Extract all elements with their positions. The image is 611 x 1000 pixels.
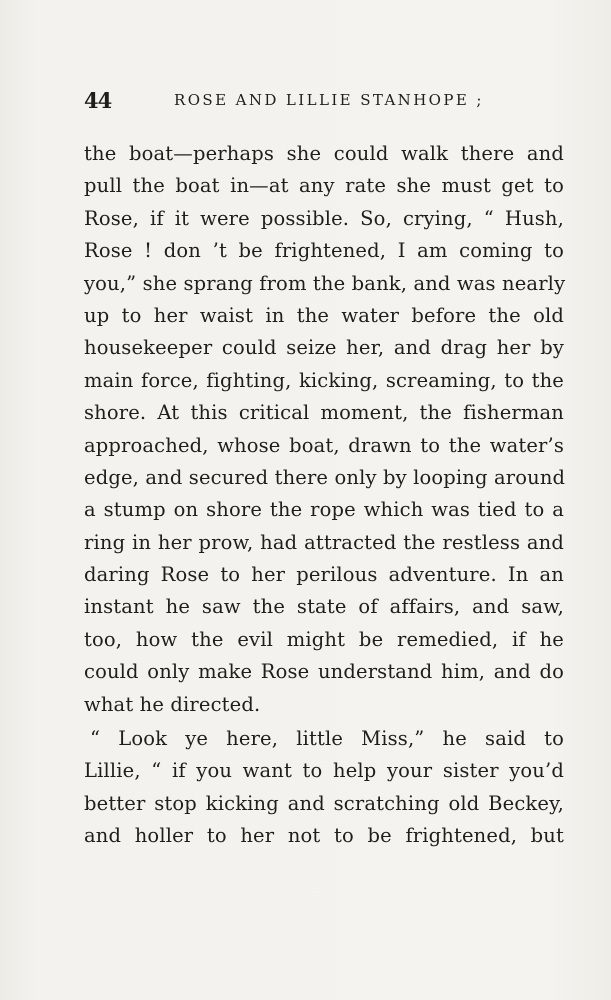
text-line: the boat—perhaps she could walk there and xyxy=(84,142,564,165)
text-line: Rose, if it were possible. So, crying, “ Hush, xyxy=(84,206,564,230)
text-line: could only make Rose understand him, and do xyxy=(84,660,564,684)
text-line: what he directed. xyxy=(84,692,261,716)
text-line: edge, and secured there only by looping around xyxy=(84,465,566,489)
text-line: you,” she sprang from the bank, and was nearly xyxy=(84,271,566,295)
text-line: too, how the evil might be remedied, if he xyxy=(84,627,564,651)
text-line: daring Rose to her perilous adventure. In an xyxy=(84,563,564,587)
paragraph xyxy=(84,723,564,853)
text-line: housekeeper could seize her, and drag her by xyxy=(84,336,564,360)
running-head: ROSE AND LILLIE STANHOPE ; xyxy=(174,91,484,109)
text-line: “ Look ye here, little Miss,” he said to xyxy=(90,727,564,751)
text-line: up to her waist in the water before the old xyxy=(84,303,564,327)
paragraph xyxy=(84,138,564,721)
text-line: ring in her prow, had attracted the restless and xyxy=(84,530,564,554)
text-line: approached, whose boat, drawn to the water’s xyxy=(84,433,564,457)
text-line: main force, fighting, kicking, screaming, to the xyxy=(84,368,564,392)
text-line: instant he saw the state of affairs, and saw, xyxy=(84,595,564,619)
text-line: and holler to her not to be frightened, but xyxy=(84,824,564,848)
body-text xyxy=(84,138,564,853)
text-line: better stop kicking and scratching old Beckey, xyxy=(84,791,564,815)
page-number: 44 xyxy=(84,88,112,113)
text-line: Lillie, “ if you want to help your sister you’d xyxy=(84,759,564,783)
text-line: Rose ! don ’t be frightened, I am coming to xyxy=(84,239,564,263)
text-line: pull the boat in—at any rate she must get to xyxy=(84,174,564,198)
text-line: a stump on shore the rope which was tied to a xyxy=(84,498,564,522)
text-line: shore. At this critical moment, the fisherman xyxy=(84,401,564,425)
page-header xyxy=(84,88,564,116)
